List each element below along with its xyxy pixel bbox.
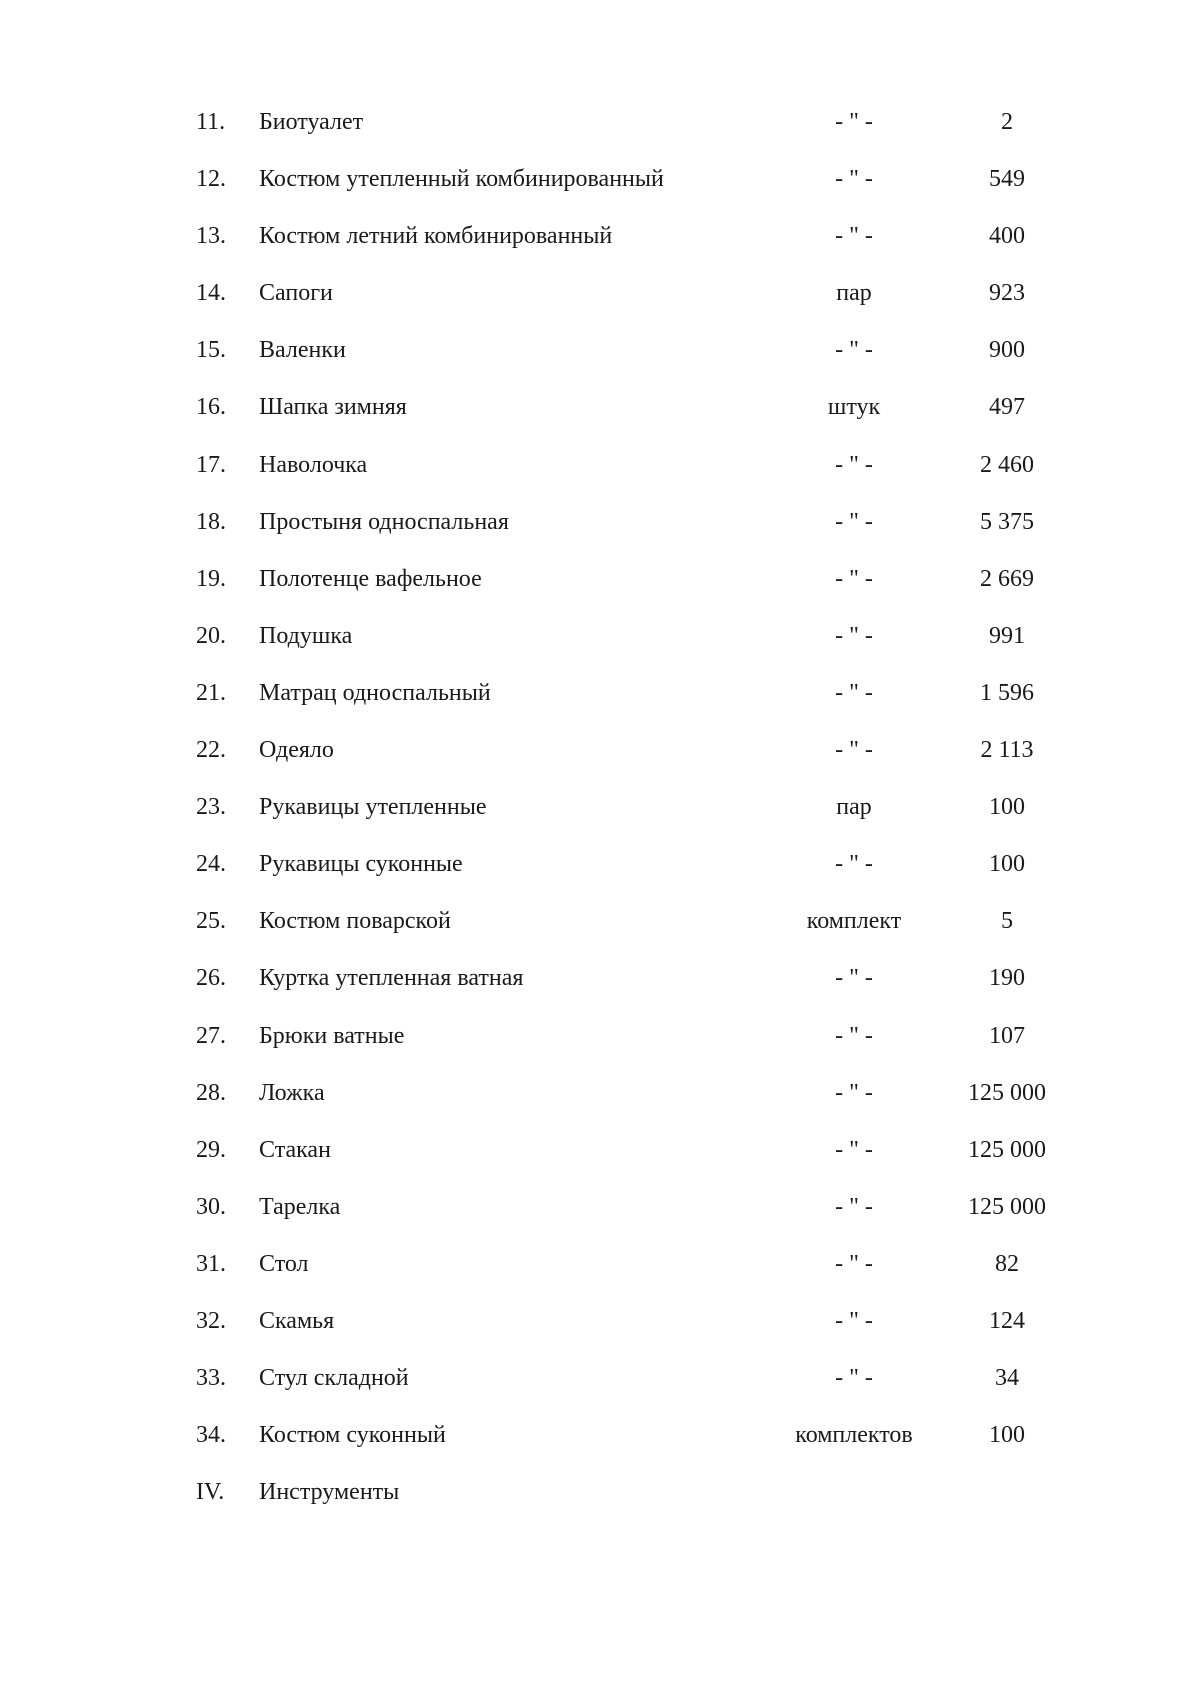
item-quantity: 100	[989, 851, 1025, 878]
item-unit: пар	[836, 280, 872, 307]
list-item	[0, 1079, 1200, 1136]
item-number: 31.	[196, 1250, 226, 1277]
item-name: Куртка утепленная ватная	[259, 965, 524, 992]
item-name: Костюм утепленный комбинированный	[259, 166, 664, 193]
item-name: Простыня односпальная	[259, 508, 509, 535]
list-item	[0, 165, 1200, 222]
item-unit: - " -	[835, 508, 873, 535]
item-quantity: 100	[989, 794, 1025, 821]
list-item	[0, 1136, 1200, 1193]
item-quantity: 2 460	[980, 451, 1034, 478]
item-quantity: 923	[989, 280, 1025, 307]
list-item	[0, 1307, 1200, 1364]
item-number: 17.	[196, 451, 226, 478]
item-quantity: 190	[989, 965, 1025, 992]
list-item	[0, 1022, 1200, 1079]
list-item	[0, 907, 1200, 964]
list-item	[0, 393, 1200, 450]
item-number: 23.	[196, 794, 226, 821]
item-quantity: 400	[989, 223, 1025, 250]
item-number: 25.	[196, 908, 226, 935]
item-number: 27.	[196, 1022, 226, 1049]
list-item	[0, 679, 1200, 736]
item-unit: - " -	[835, 565, 873, 592]
list-item	[0, 508, 1200, 565]
item-unit: - " -	[835, 1250, 873, 1277]
item-name: Подушка	[259, 622, 353, 649]
list-item	[0, 1250, 1200, 1307]
item-number: 14.	[196, 280, 226, 307]
item-quantity: 900	[989, 337, 1025, 364]
item-quantity: 1 596	[980, 679, 1034, 706]
item-number: 12.	[196, 166, 226, 193]
section-heading	[0, 1478, 1200, 1535]
list-item	[0, 1193, 1200, 1250]
item-number: 30.	[196, 1193, 226, 1220]
item-name: Стакан	[259, 1136, 331, 1163]
item-name: Костюм суконный	[259, 1422, 446, 1449]
list-item	[0, 222, 1200, 279]
item-unit: - " -	[835, 1022, 873, 1049]
item-number: 18.	[196, 508, 226, 535]
item-number: 26.	[196, 965, 226, 992]
item-number: 13.	[196, 223, 226, 250]
item-number: 20.	[196, 622, 226, 649]
item-quantity: 2 669	[980, 565, 1034, 592]
item-name: Стул складной	[259, 1365, 409, 1392]
item-unit: - " -	[835, 679, 873, 706]
item-name: Одеяло	[259, 737, 334, 764]
item-number: 16.	[196, 394, 226, 421]
item-number: 11.	[196, 109, 226, 135]
item-number: 32.	[196, 1307, 226, 1334]
item-quantity: 5 375	[980, 508, 1034, 535]
item-quantity: 549	[989, 166, 1025, 193]
list-item	[0, 1421, 1200, 1478]
item-name: Ложка	[259, 1079, 325, 1106]
item-name: Костюм летний комбинированный	[259, 223, 613, 250]
list-item	[0, 451, 1200, 508]
item-unit: комплектов	[795, 1422, 913, 1449]
item-unit: - " -	[835, 451, 873, 478]
list-item	[0, 850, 1200, 907]
item-unit: - " -	[835, 223, 873, 250]
item-quantity: 125 000	[968, 1193, 1046, 1220]
list-item	[0, 964, 1200, 1021]
list-item	[0, 793, 1200, 850]
item-quantity: 34	[995, 1365, 1019, 1392]
item-name: Брюки ватные	[259, 1022, 405, 1049]
item-unit: - " -	[835, 737, 873, 764]
item-name: Наволочка	[259, 451, 368, 478]
item-quantity: 2 113	[980, 737, 1034, 764]
item-unit: - " -	[835, 851, 873, 878]
item-quantity: 124	[989, 1307, 1025, 1334]
item-quantity: 5	[1001, 908, 1013, 935]
item-number: 33.	[196, 1365, 226, 1392]
item-unit: штук	[827, 394, 881, 421]
item-quantity: 991	[989, 622, 1025, 649]
item-unit: - " -	[835, 109, 873, 135]
item-number: 21.	[196, 679, 226, 706]
list-item	[0, 108, 1200, 165]
item-quantity: 125 000	[968, 1079, 1046, 1106]
item-name: Скамья	[259, 1307, 335, 1334]
item-unit: - " -	[835, 1365, 873, 1392]
item-name: Шапка зимняя	[259, 394, 407, 421]
item-unit: - " -	[835, 1136, 873, 1163]
item-quantity: 82	[995, 1250, 1019, 1277]
item-name: Сапоги	[259, 280, 333, 307]
item-number: 29.	[196, 1136, 226, 1163]
item-unit: комплект	[806, 908, 902, 935]
item-number: 34.	[196, 1422, 226, 1449]
item-unit: - " -	[835, 1307, 873, 1334]
item-number: 19.	[196, 565, 226, 592]
item-quantity: 125 000	[968, 1136, 1046, 1163]
item-unit: - " -	[835, 166, 873, 193]
item-quantity: 107	[989, 1022, 1025, 1049]
item-unit: - " -	[835, 337, 873, 364]
item-name: Тарелка	[259, 1193, 341, 1220]
list-item	[0, 565, 1200, 622]
item-name: Полотенце вафельное	[259, 565, 482, 592]
item-number: 15.	[196, 337, 226, 364]
item-name: Биотуалет	[259, 109, 364, 135]
item-name: Костюм поварской	[259, 908, 451, 935]
item-unit: - " -	[835, 622, 873, 649]
section-number: IV.	[196, 1479, 225, 1506]
item-number: 28.	[196, 1079, 226, 1106]
list-item	[0, 279, 1200, 336]
item-unit: - " -	[835, 1193, 873, 1220]
item-number: 22.	[196, 737, 226, 764]
list-item	[0, 736, 1200, 793]
list-item	[0, 622, 1200, 679]
item-name: Стол	[259, 1250, 309, 1277]
list-item	[0, 336, 1200, 393]
item-quantity: 497	[989, 394, 1025, 421]
item-quantity: 2	[1001, 109, 1013, 135]
item-unit: - " -	[835, 1079, 873, 1106]
item-unit: пар	[836, 794, 872, 821]
item-number: 24.	[196, 851, 226, 878]
item-quantity: 100	[989, 1422, 1025, 1449]
items-list	[0, 108, 1200, 1535]
item-name: Рукавицы утепленные	[259, 794, 487, 821]
item-name: Валенки	[259, 337, 346, 364]
item-name: Рукавицы суконные	[259, 851, 463, 878]
section-title: Инструменты	[259, 1479, 400, 1506]
item-name: Матрац односпальный	[259, 679, 491, 706]
item-unit: - " -	[835, 965, 873, 992]
list-item	[0, 1364, 1200, 1421]
